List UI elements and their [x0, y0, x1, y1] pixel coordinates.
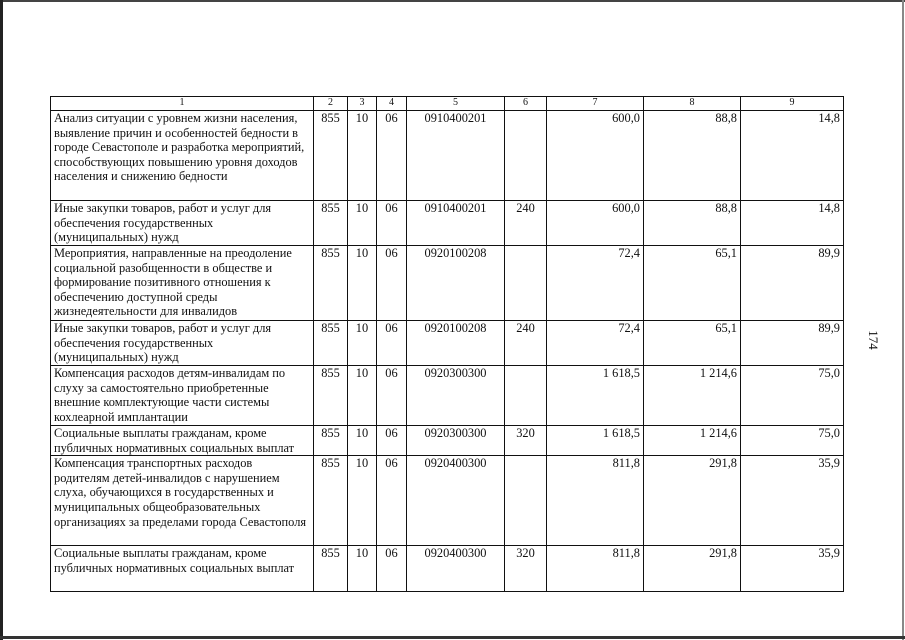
scan-edge-top	[0, 0, 905, 2]
row-value-7: 600,0	[547, 111, 644, 201]
row-expense-type	[505, 111, 547, 201]
table-row	[51, 456, 844, 546]
row-value-9: 14,8	[741, 111, 844, 201]
table-row	[51, 366, 844, 426]
row-section-code: 10	[348, 546, 377, 592]
row-expense-type	[505, 246, 547, 321]
row-target-code: 0920100208	[407, 246, 505, 321]
header-col-9: 9	[741, 97, 844, 111]
row-value-8: 1 214,6	[644, 426, 741, 456]
row-subsection-code: 06	[377, 321, 407, 366]
header-col-5: 5	[407, 97, 505, 111]
table-row	[51, 546, 844, 592]
row-value-9: 75,0	[741, 366, 844, 426]
row-target-code: 0920400300	[407, 546, 505, 592]
row-value-7: 1 618,5	[547, 366, 644, 426]
row-ministry-code: 855	[314, 111, 348, 201]
row-value-7: 1 618,5	[547, 426, 644, 456]
row-target-code: 0920100208	[407, 321, 505, 366]
row-value-8: 291,8	[644, 546, 741, 592]
header-col-3: 3	[348, 97, 377, 111]
row-target-code: 0910400201	[407, 201, 505, 246]
row-expense-type: 320	[505, 546, 547, 592]
row-subsection-code: 06	[377, 111, 407, 201]
row-subsection-code: 06	[377, 456, 407, 546]
header-col-7: 7	[547, 97, 644, 111]
table-row	[51, 111, 844, 201]
row-ministry-code: 855	[314, 201, 348, 246]
row-target-code: 0920400300	[407, 456, 505, 546]
header-col-4: 4	[377, 97, 407, 111]
table-row	[51, 201, 844, 246]
row-value-9: 89,9	[741, 246, 844, 321]
row-value-7: 811,8	[547, 546, 644, 592]
table-row	[51, 246, 844, 321]
header-col-2: 2	[314, 97, 348, 111]
row-value-7: 811,8	[547, 456, 644, 546]
row-value-7: 72,4	[547, 321, 644, 366]
row-target-code: 0920300300	[407, 366, 505, 426]
row-subsection-code: 06	[377, 201, 407, 246]
row-section-code: 10	[348, 456, 377, 546]
row-expense-type: 240	[505, 201, 547, 246]
row-subsection-code: 06	[377, 366, 407, 426]
row-subsection-code: 06	[377, 546, 407, 592]
row-name: Социальные выплаты гражданам, кроме публичных нормативных социальных выплат	[51, 426, 314, 456]
row-expense-type	[505, 366, 547, 426]
row-value-9: 89,9	[741, 321, 844, 366]
budget-table	[50, 96, 844, 592]
row-section-code: 10	[348, 426, 377, 456]
page-number: 174	[866, 330, 881, 350]
row-value-8: 65,1	[644, 321, 741, 366]
row-name: Анализ ситуации с уровнем жизни населения, выявление причин и особенностей бедности в городе Севастополе и разработка мероприятий, способствующих повышению уровня доходов населения и снижению бедности	[51, 111, 314, 201]
row-section-code: 10	[348, 246, 377, 321]
row-value-9: 75,0	[741, 426, 844, 456]
row-subsection-code: 06	[377, 246, 407, 321]
scan-edge-left	[0, 0, 3, 640]
row-ministry-code: 855	[314, 546, 348, 592]
row-section-code: 10	[348, 321, 377, 366]
row-value-8: 65,1	[644, 246, 741, 321]
row-name: Компенсация расходов детям-инвалидам по слуху за самостоятельно приобретенные внешние комплектующие части системы кохлеарной имплантации	[51, 366, 314, 426]
row-value-7: 72,4	[547, 246, 644, 321]
row-section-code: 10	[348, 111, 377, 201]
scan-edge-right	[902, 0, 904, 640]
table-row	[51, 321, 844, 366]
row-value-8: 88,8	[644, 201, 741, 246]
row-subsection-code: 06	[377, 426, 407, 456]
row-value-7: 600,0	[547, 201, 644, 246]
row-section-code: 10	[348, 201, 377, 246]
row-name: Иные закупки товаров, работ и услуг для обеспечения государственных (муниципальных) нужд	[51, 321, 314, 366]
table-row	[51, 426, 844, 456]
table-header-row	[51, 97, 844, 111]
row-value-8: 291,8	[644, 456, 741, 546]
row-ministry-code: 855	[314, 426, 348, 456]
row-value-9: 35,9	[741, 546, 844, 592]
row-section-code: 10	[348, 366, 377, 426]
row-value-9: 35,9	[741, 456, 844, 546]
row-value-8: 88,8	[644, 111, 741, 201]
row-ministry-code: 855	[314, 246, 348, 321]
row-name: Мероприятия, направленные на преодоление социальной разобщенности в обществе и формирование позитивного отношения к обеспечению доступной среды жизнедеятельности для инвалидов	[51, 246, 314, 321]
scan-edge-bottom	[0, 636, 905, 639]
row-expense-type: 240	[505, 321, 547, 366]
header-col-1: 1	[51, 97, 314, 111]
row-name: Социальные выплаты гражданам, кроме публичных нормативных социальных выплат	[51, 546, 314, 592]
row-ministry-code: 855	[314, 366, 348, 426]
row-name: Компенсация транспортных расходов родителям детей-инвалидов с нарушением слуха, обучающихся в государственных и муниципальных общеобразовательных организациях за пределами города Севастополя	[51, 456, 314, 546]
row-value-9: 14,8	[741, 201, 844, 246]
row-ministry-code: 855	[314, 321, 348, 366]
row-name: Иные закупки товаров, работ и услуг для обеспечения государственных (муниципальных) нужд	[51, 201, 314, 246]
header-col-8: 8	[644, 97, 741, 111]
row-ministry-code: 855	[314, 456, 348, 546]
row-target-code: 0910400201	[407, 111, 505, 201]
row-target-code: 0920300300	[407, 426, 505, 456]
row-expense-type	[505, 456, 547, 546]
row-value-8: 1 214,6	[644, 366, 741, 426]
header-col-6: 6	[505, 97, 547, 111]
row-expense-type: 320	[505, 426, 547, 456]
